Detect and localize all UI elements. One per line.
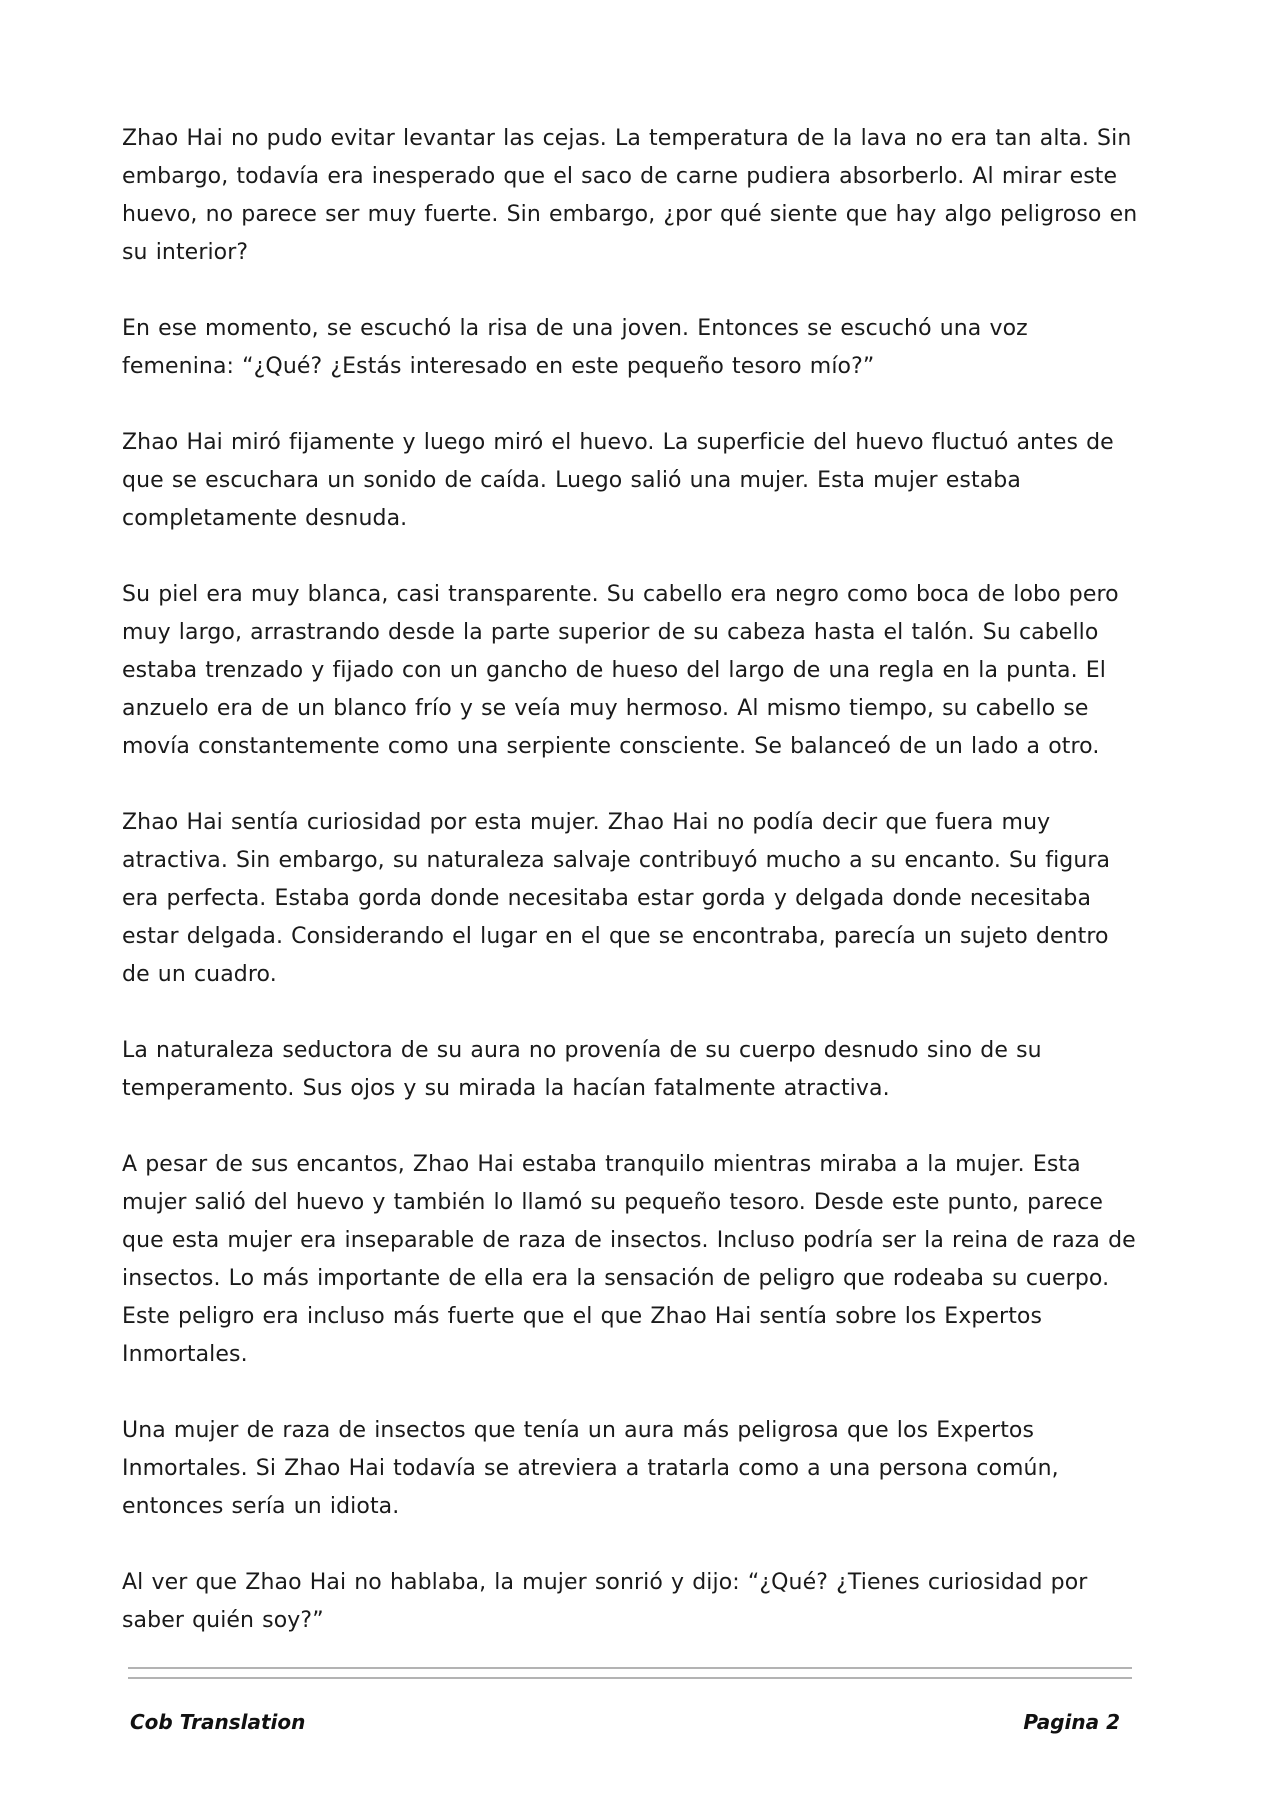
document-body	[122, 120, 1142, 1678]
paragraph: Zhao Hai sentía curiosidad por esta mujer. Zhao Hai no podía decir que fuera muy atractiva. Sin embargo, su naturaleza salvaje contribuyó mucho a su encanto. Su figura era perfecta. Estaba gorda donde necesitaba estar gorda y delgada donde necesitaba estar delgada. Considerando el lugar en el que se encontraba, parecía un sujeto dentro de un cuadro.	[122, 810, 1111, 987]
paragraph: Zhao Hai no pudo evitar levantar las cejas. La temperatura de la lava no era tan alta. Sin embargo, todavía era inesperado que el saco de carne pudiera absorberlo. Al mirar este huevo, no parece ser muy fuerte. Sin embargo, ¿por qué siente que hay algo peligroso en su interior?	[122, 126, 1138, 265]
paragraph: Zhao Hai miró fijamente y luego miró el huevo. La superficie del huevo fluctuó antes de que se escuchara un sonido de caída. Luego salió una mujer. Esta mujer estaba completamente desnuda.	[122, 430, 1114, 531]
paragraph: Al ver que Zhao Hai no hablaba, la mujer sonrió y dijo: “¿Qué? ¿Tienes curiosidad por saber quién soy?”	[122, 1570, 1088, 1633]
footer-divider-bottom	[128, 1677, 1132, 1679]
paragraph: La naturaleza seductora de su aura no provenía de su cuerpo desnudo sino de su temperamento. Sus ojos y su mirada la hacían fatalmente atractiva.	[122, 1038, 1042, 1101]
footer-publisher: Cob Translation	[130, 1710, 306, 1734]
footer-page-number: Pagina 2	[1023, 1710, 1120, 1734]
paragraph: Una mujer de raza de insectos que tenía un aura más peligrosa que los Expertos Inmortales. Si Zhao Hai todavía se atreviera a tratarla como a una persona común, entonces sería un idiota.	[122, 1418, 1059, 1519]
paragraph: Su piel era muy blanca, casi transparente. Su cabello era negro como boca de lobo pero muy largo, arrastrando desde la parte superior de su cabeza hasta el talón. Su cabello estaba trenzado y fijado con un gancho de hueso del largo de una regla en la punta. El anzuelo era de un blanco frío y se veía muy hermoso. Al mismo tiempo, su cabello se movía constantemente como una serpiente consciente. Se balanceó de un lado a otro.	[122, 582, 1119, 759]
paragraph: A pesar de sus encantos, Zhao Hai estaba tranquilo mientras miraba a la mujer. Esta mujer salió del huevo y también lo llamó su pequeño tesoro. Desde este punto, parece que esta mujer era inseparable de raza de insectos. Incluso podría ser la reina de raza de insectos. Lo más importante de ella era la sensación de peligro que rodeaba su cuerpo. Este peligro era incluso más fuerte que el que Zhao Hai sentía sobre los Expertos Inmortales.	[122, 1152, 1136, 1367]
footer-divider-top	[128, 1667, 1132, 1669]
paragraph: En ese momento, se escuchó la risa de una joven. Entonces se escuchó una voz femenina: “¿Qué? ¿Estás interesado en este pequeño tesoro mío?”	[122, 316, 1028, 379]
